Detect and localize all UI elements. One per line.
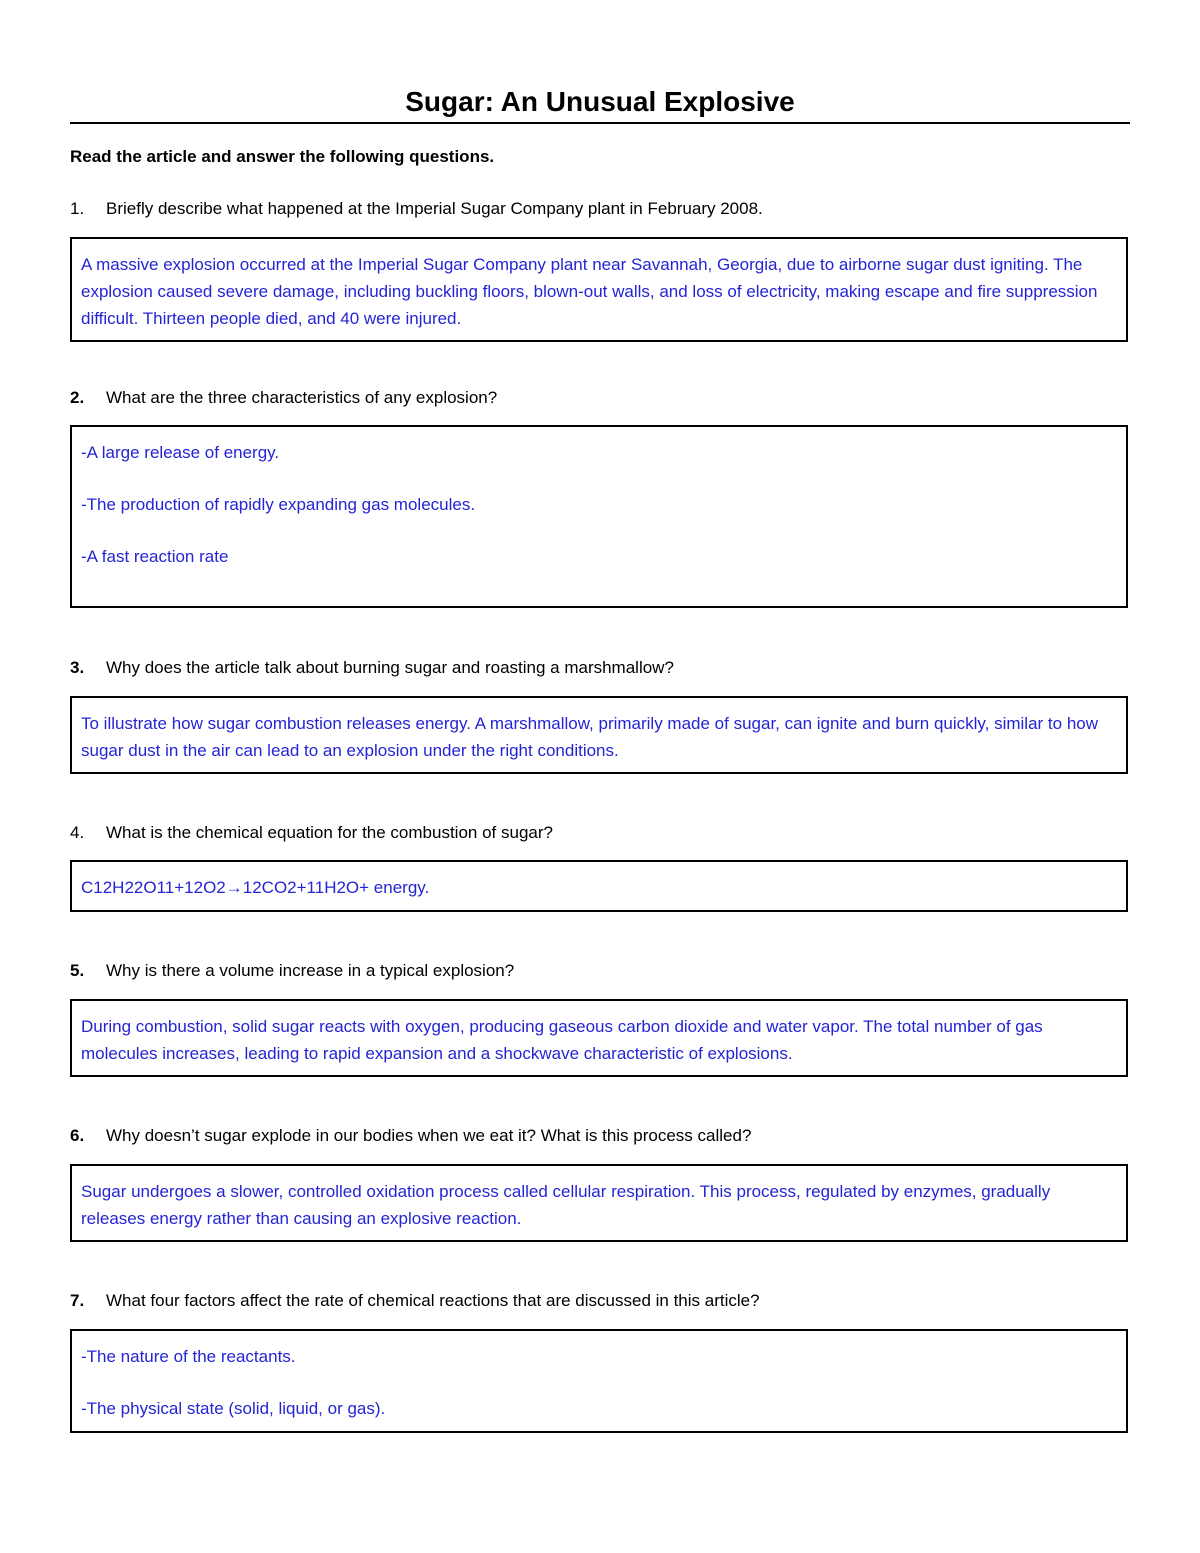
question-text: Why is there a volume increase in a typical explosion? [106, 961, 515, 980]
question-number: 5. [70, 961, 85, 980]
question-number: 4. [70, 823, 85, 842]
answer-line: -The production of rapidly expanding gas molecules. [81, 495, 476, 514]
question-text: Briefly describe what happened at the Imperial Sugar Company plant in February 2008. [106, 199, 763, 218]
question-5 [70, 959, 1130, 983]
answer-box-5[interactable] [70, 999, 1128, 1077]
answer-text: A massive explosion occurred at the Imperial Sugar Company plant near Savannah, Georgia, due to airborne sugar dust igniting. The explosion caused severe damage, including buckling floors, blown-out walls, and loss of electricity, making escape and fire suppression difficult. Thirteen people died, and 40 were injured. [81, 255, 1098, 328]
answer-box-1[interactable] [70, 237, 1128, 342]
answer-box-7[interactable] [70, 1329, 1128, 1433]
question-3 [70, 656, 1130, 680]
question-text: What are the three characteristics of any explosion? [106, 388, 498, 407]
title-divider [70, 122, 1130, 124]
answer-line: -A large release of energy. [81, 443, 280, 462]
question-number: 1. [70, 199, 85, 218]
question-number: 7. [70, 1291, 85, 1310]
answer-text: C12H22O11+12O2→12CO2+11H2O+ energy. [81, 878, 430, 897]
question-1 [70, 197, 1130, 221]
answer-text: During combustion, solid sugar reacts with oxygen, producing gaseous carbon dioxide and water vapor. The total number of gas molecules increases, leading to rapid expansion and a shockwave characteristic of explosions. [81, 1017, 1043, 1063]
question-number: 3. [70, 658, 85, 677]
question-4 [70, 821, 1130, 845]
answer-line: -A fast reaction rate [81, 547, 229, 566]
question-6 [70, 1124, 1130, 1148]
answer-text: Sugar undergoes a slower, controlled oxidation process called cellular respiration. This process, regulated by enzymes, gradually releases energy rather than causing an explosive reaction. [81, 1182, 1051, 1228]
page-title: Sugar: An Unusual Explosive [405, 86, 795, 117]
question-number: 2. [70, 388, 85, 407]
instructions: Read the article and answer the following questions. [70, 147, 495, 166]
question-text: What four factors affect the rate of chemical reactions that are discussed in this article? [106, 1291, 760, 1310]
question-7 [70, 1289, 1130, 1313]
question-text: Why does the article talk about burning sugar and roasting a marshmallow? [106, 658, 674, 677]
answer-box-3[interactable] [70, 696, 1128, 774]
question-text: What is the chemical equation for the combustion of sugar? [106, 823, 553, 842]
answer-box-4[interactable] [70, 860, 1128, 912]
answer-text: To illustrate how sugar combustion releases energy. A marshmallow, primarily made of sugar, can ignite and burn quickly, similar to how sugar dust in the air can lead to an explosion under the right conditions. [81, 714, 1099, 760]
answer-box-6[interactable] [70, 1164, 1128, 1242]
question-text: Why doesn’t sugar explode in our bodies when we eat it? What is this process called? [106, 1126, 752, 1145]
answer-line: -The nature of the reactants. [81, 1347, 296, 1366]
question-2 [70, 386, 1130, 410]
answer-line: -The physical state (solid, liquid, or gas). [81, 1399, 386, 1418]
question-number: 6. [70, 1126, 85, 1145]
answer-box-2[interactable] [70, 425, 1128, 608]
